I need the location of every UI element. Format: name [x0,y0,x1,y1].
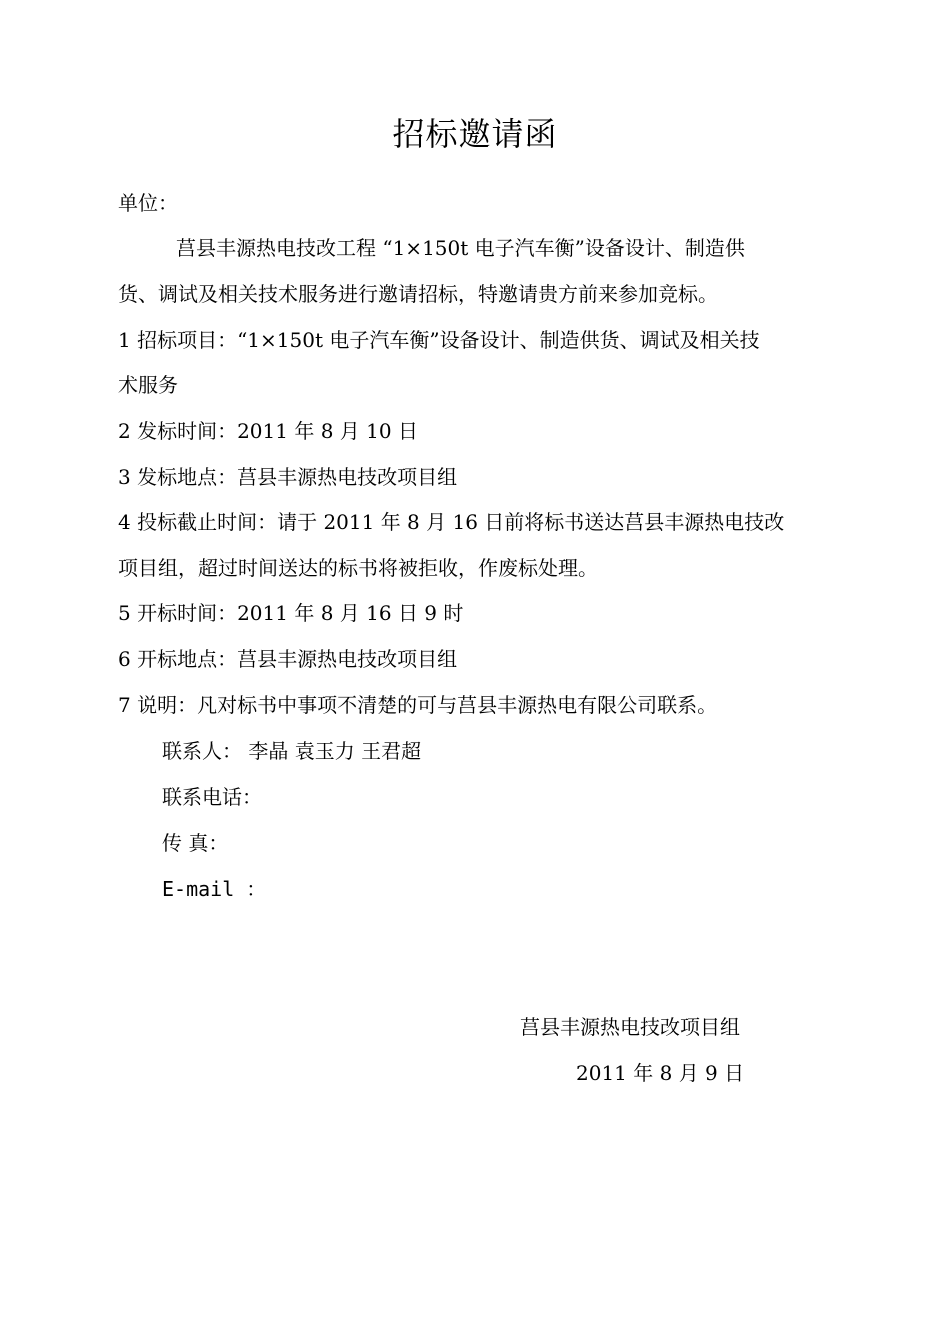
item-1-line-1: 1 招标项目：“1×150t 电子汽车衡”设备设计、制造供货、调试及相关技 [118,328,760,352]
contact-phone: 联系电话： [162,785,262,809]
contact-fax: 传 真： [162,831,229,855]
item-4-line-1: 4 投标截止时间：请于 2011 年 8 月 16 日前将标书送达莒县丰源热电技改 [118,510,785,534]
intro-line-2: 货、调试及相关技术服务进行邀请招标，特邀请贵方前来参加竞标。 [118,282,718,306]
item-3: 3 发标地点：莒县丰源热电技改项目组 [118,465,458,489]
salutation: 单位： [118,191,178,215]
signature-date: 2011 年 8 月 9 日 [576,1061,745,1085]
item-7: 7 说明：凡对标书中事项不清楚的可与莒县丰源热电有限公司联系。 [118,693,718,717]
item-5: 5 开标时间：2011 年 8 月 16 日 9 时 [118,601,464,625]
contact-email: E-mail ： [162,877,267,901]
document-title: 招标邀请函 [392,115,558,153]
item-4-line-2: 项目组，超过时间送达的标书将被拒收，作废标处理。 [118,556,598,580]
item-1-line-2: 术服务 [118,373,178,397]
contact-persons: 联系人： 李晶 袁玉力 王君超 [162,739,422,763]
intro-line-1: 莒县丰源热电技改工程 “1×150t 电子汽车衡”设备设计、制造供 [176,236,745,260]
signature-org: 莒县丰源热电技改项目组 [520,1015,740,1039]
item-2: 2 发标时间：2011 年 8 月 10 日 [118,419,418,443]
item-6: 6 开标地点：莒县丰源热电技改项目组 [118,647,458,671]
